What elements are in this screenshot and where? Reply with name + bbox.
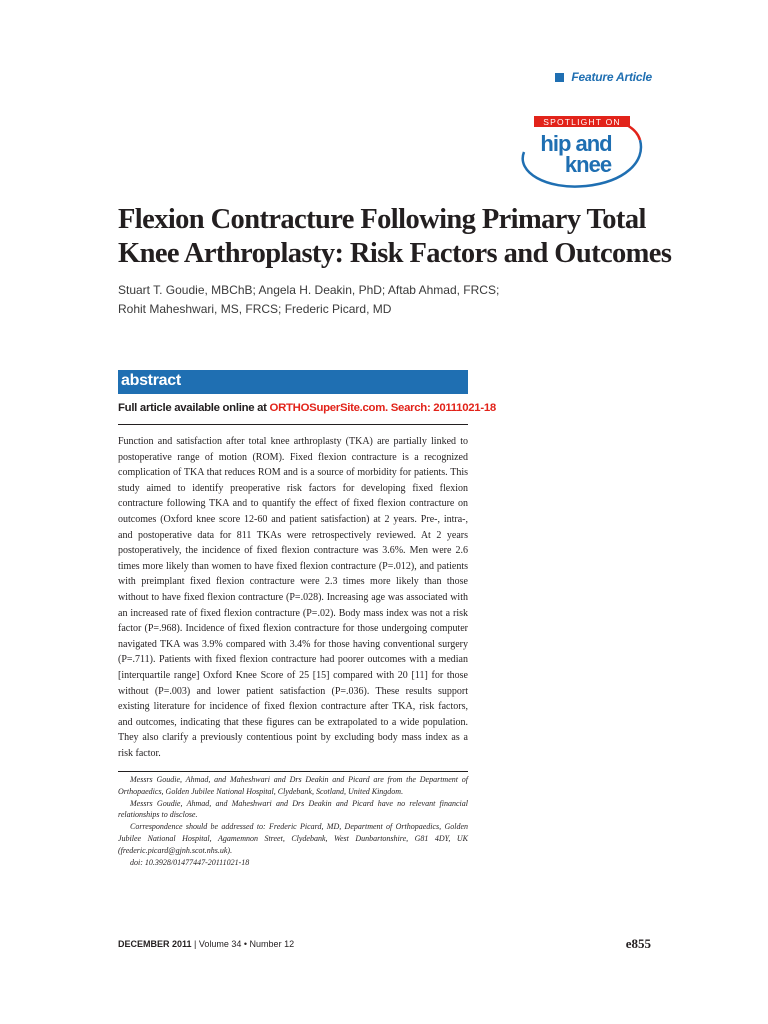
- abstract-divider: [118, 424, 468, 425]
- footer-issue: | Volume 34 • Number 12: [191, 939, 295, 949]
- title-line-1: Flexion Contracture Following Primary Total: [118, 204, 646, 235]
- title-line-2: Knee Arthroplasty: Risk Factors and Outcomes: [118, 238, 672, 269]
- spotlight-hip-knee-logo: [516, 112, 648, 190]
- authors-line-1: Stuart T. Goudie, MBChB; Angela H. Deakin, PhD; Aftab Ahmad, FRCS;: [118, 283, 500, 297]
- logo-line1-text: hip and: [540, 131, 612, 156]
- page-number: e855: [625, 936, 651, 951]
- article-title: [118, 203, 678, 271]
- online-availability-note: [118, 402, 496, 414]
- section-marker-icon: [555, 73, 564, 82]
- abstract-banner: [118, 370, 468, 394]
- footnote-doi: doi: 10.3928/01477447-20111021-18: [130, 857, 250, 867]
- footnote-affiliation: Messrs Goudie, Ahmad, and Maheshwari and Drs Deakin and Picard are from the Department of Orthopaedics, Golden Jubilee National Hospital, Clydebank, Scotland, United Kingdom.: [118, 775, 468, 796]
- footnotes: [118, 774, 468, 868]
- author-list: [118, 281, 658, 319]
- footer-date: DECEMBER 2011: [118, 939, 192, 949]
- authors-line-2: Rohit Maheshwari, MS, FRCS; Frederic Picard, MD: [118, 302, 392, 316]
- logo-banner-text: SPOTLIGHT ON: [543, 117, 621, 127]
- footnote-disclosure: Messrs Goudie, Ahmad, and Maheshwari and Drs Deakin and Picard have no relevant financial relationships to disclose.: [118, 798, 468, 820]
- footnote-correspondence: Correspondence should be addressed to: Frederic Picard, MD, Department of Orthopaedics, Golden Jubilee National Hospital, Agamemnon Street, Clydebank, West Dunbartonshire, G81 4DY, UK (frederic.picard@gjnh.scot.nhs.uk).: [118, 822, 468, 855]
- orthosupersite-link[interactable]: ORTHOSuperSite.com. Search: 20111021-18: [269, 402, 496, 414]
- section-label: Feature Article: [571, 70, 652, 84]
- footnote-divider: [118, 771, 468, 772]
- page-footer: [118, 939, 294, 949]
- abstract-body: Function and satisfaction after total knee arthroplasty (TKA) are partially linked to postoperative range of motion (ROM). Fixed flexion contracture is a recognized complication of TKA that reduces ROM and is a source of morbidity for patients. This study aimed to identify preoperative risk factors for developing fixed flexion contracture following TKA and to quantify the effect of fixed flexion contracture on outcomes (Oxford knee score 12-60 and patient satisfaction) at 2 years. Pre-, intra-, and postoperative data for 811 TKAs were retrospectively reviewed. At 2 years postoperatively, the incidence of fixed flexion contracture was 3.6%. Men were 2.6 times more likely than women to have fixed flexion contracture (P=.012), and patients with preimplant fixed flexion contracture were 2.3 times more likely than those without to have fixed flexion contracture (P=.028). Increasing age was associated with an increased rate of fixed flexion contracture (P=.02). Body mass index was not a risk factor (P=.968). Incidence of fixed flexion contracture for those undergoing computer navigated TKA was 3.9% compared with 3.4% for those having conventional surgery (P=.711). Patients with fixed flexion contracture had poorer outcomes with a median [interquartile range] Oxford Knee Score of 25 [15] compared with 20 [11] for those without (P=.003) and lower patient satisfaction (P=.036). These results support existing literature for incidence of fixed flexion contracture after TKA, risk factors, and outcomes, indicating that these figures can be extrapolated to a wide population. They also clarify a previously contentious point by excluding body mass index as a risk factor.: [118, 436, 468, 759]
- online-prefix: Full article available online at: [118, 402, 270, 414]
- abstract-heading: abstract: [121, 372, 181, 389]
- logo-line2-text: knee: [564, 152, 612, 177]
- section-header: [555, 70, 652, 84]
